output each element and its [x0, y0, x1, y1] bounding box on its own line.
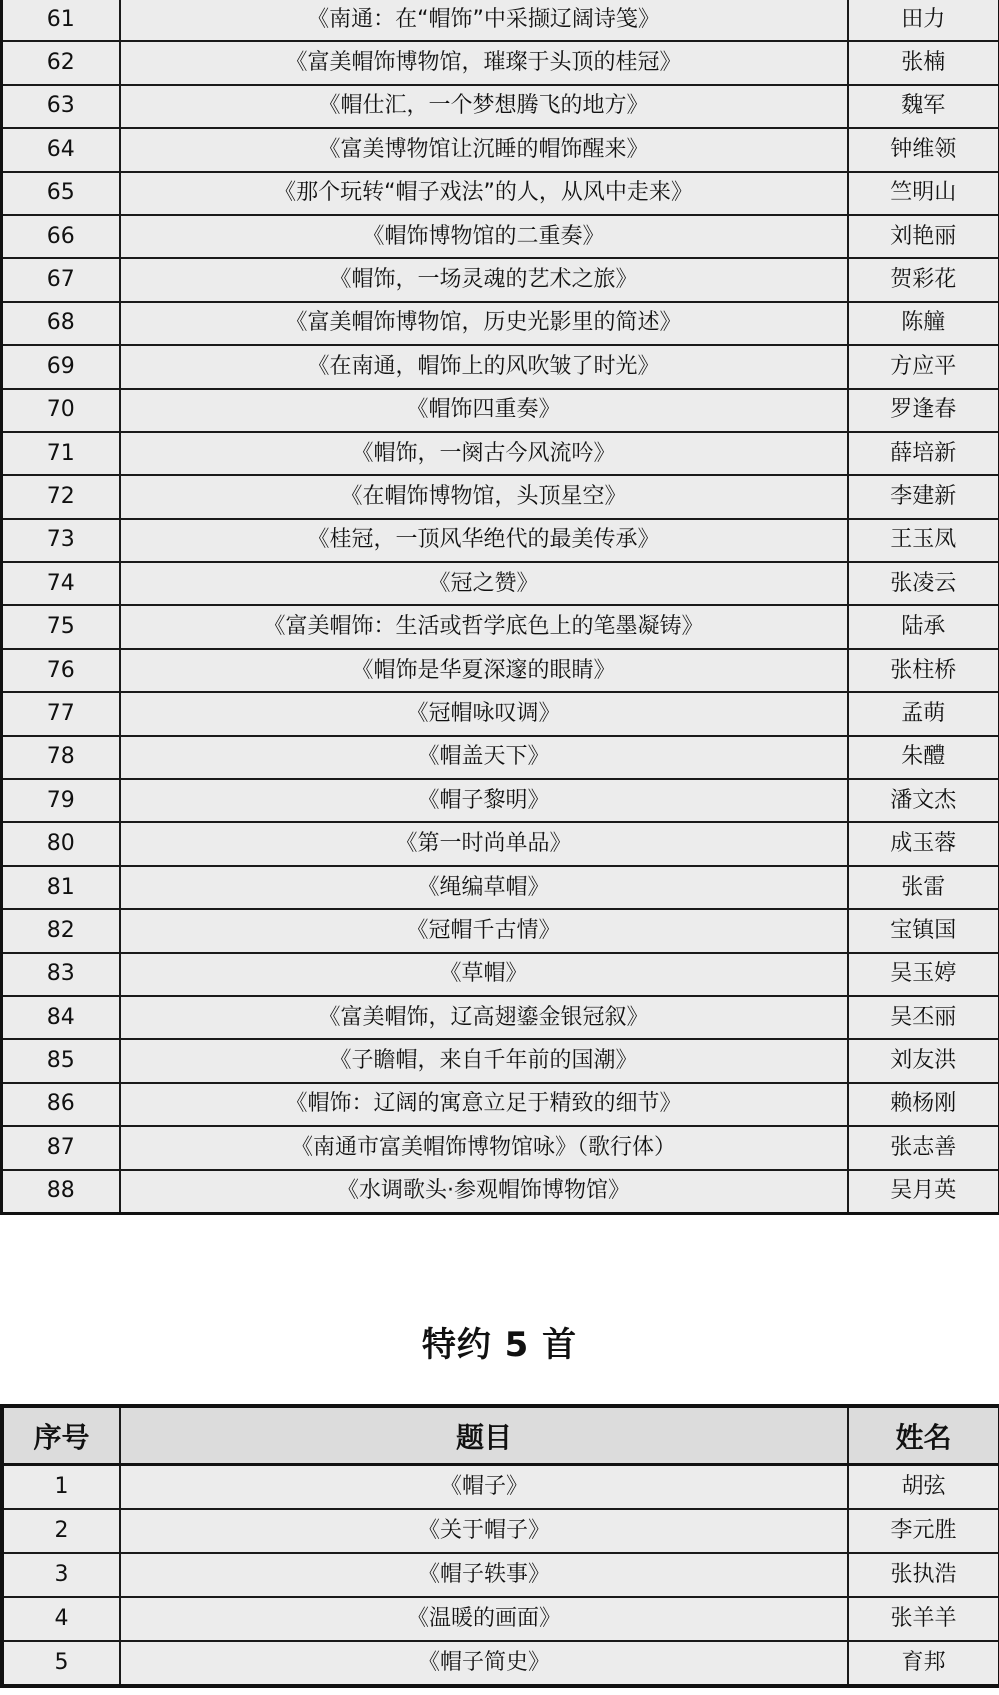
table-row: [2, 779, 999, 822]
entry-title: 《帽子简史》: [120, 1641, 848, 1686]
entry-author: 陈艟: [848, 302, 999, 345]
entry-author: 田力: [848, 0, 999, 41]
entry-number: 75: [2, 605, 120, 648]
table-row: [2, 345, 999, 388]
entry-author: 方应平: [848, 345, 999, 388]
entry-number: 62: [2, 41, 120, 84]
entry-title: 《富美帽饰博物馆，璀璨于头顶的桂冠》: [120, 41, 848, 84]
entry-number: 64: [2, 128, 120, 171]
entry-title: 《在帽饰博物馆，头顶星空》: [120, 475, 848, 518]
entry-number: 78: [2, 736, 120, 779]
special-entries-table-body: [2, 1465, 999, 1687]
table-row: [2, 649, 999, 692]
entry-number: 73: [2, 519, 120, 562]
entry-author: 刘友洪: [848, 1039, 999, 1082]
entry-title: 《帽仕汇，一个梦想腾飞的地方》: [120, 85, 848, 128]
entry-author: 朱醴: [848, 736, 999, 779]
entry-title: 《富美帽饰，辽高翅鎏金银冠叙》: [120, 996, 848, 1039]
header-title: 题目: [120, 1406, 848, 1465]
entry-author: 育邦: [848, 1641, 999, 1686]
entry-title: 《桂冠，一顶风华绝代的最美传承》: [120, 519, 848, 562]
entry-title: 《帽子黎明》: [120, 779, 848, 822]
table-row: [2, 1553, 999, 1597]
entry-author: 吴月英: [848, 1170, 999, 1214]
entry-author: 陆承: [848, 605, 999, 648]
table-row: [2, 1465, 999, 1510]
entry-number: 72: [2, 475, 120, 518]
entry-number: 84: [2, 996, 120, 1039]
table-row: [2, 866, 999, 909]
table-row: [2, 389, 999, 432]
entry-title: 《帽子》: [120, 1465, 848, 1510]
entry-title: 《温暖的画面》: [120, 1597, 848, 1641]
entry-author: 罗逢春: [848, 389, 999, 432]
entry-number: 3: [2, 1553, 120, 1597]
entry-author: 张雷: [848, 866, 999, 909]
entry-number: 87: [2, 1126, 120, 1169]
entry-number: 1: [2, 1465, 120, 1510]
entry-author: 张羊羊: [848, 1597, 999, 1641]
table-row: [2, 172, 999, 215]
table-row: [2, 822, 999, 865]
entry-author: 李元胜: [848, 1509, 999, 1553]
entry-title: 《草帽》: [120, 953, 848, 996]
entry-author: 李建新: [848, 475, 999, 518]
entry-author: 魏军: [848, 85, 999, 128]
table-header-row: [2, 1406, 999, 1465]
entry-title: 《帽饰：辽阔的寓意立足于精致的细节》: [120, 1083, 848, 1126]
entry-author: 钟维领: [848, 128, 999, 171]
table-row: [2, 1126, 999, 1169]
table-row: [2, 519, 999, 562]
entry-author: 薛培新: [848, 432, 999, 475]
section-title: 特约 5 首: [421, 1325, 578, 1365]
entry-author: 张执浩: [848, 1553, 999, 1597]
entry-author: 张凌云: [848, 562, 999, 605]
header-number: 序号: [2, 1406, 120, 1465]
entry-number: 86: [2, 1083, 120, 1126]
entry-number: 85: [2, 1039, 120, 1082]
entry-title: 《那个玩转“帽子戏法”的人，从风中走来》: [120, 172, 848, 215]
entry-author: 竺明山: [848, 172, 999, 215]
table-row: [2, 909, 999, 952]
entry-author: 张柱桥: [848, 649, 999, 692]
entries-table-body: [2, 0, 999, 1213]
entry-number: 67: [2, 258, 120, 301]
entry-author: 吴丕丽: [848, 996, 999, 1039]
entry-number: 66: [2, 215, 120, 258]
entry-title: 《在南通，帽饰上的风吹皱了时光》: [120, 345, 848, 388]
entry-author: 胡弦: [848, 1465, 999, 1510]
entry-number: 77: [2, 692, 120, 735]
table-row: [2, 432, 999, 475]
table-row: [2, 1509, 999, 1553]
entry-number: 4: [2, 1597, 120, 1641]
entry-title: 《帽饰，一场灵魂的艺术之旅》: [120, 258, 848, 301]
entry-title: 《冠之赞》: [120, 562, 848, 605]
entry-number: 68: [2, 302, 120, 345]
table-row: [2, 1597, 999, 1641]
table-row: [2, 1083, 999, 1126]
entry-author: 赖杨刚: [848, 1083, 999, 1126]
entry-author: 潘文杰: [848, 779, 999, 822]
entry-number: 76: [2, 649, 120, 692]
entry-title: 《南通市富美帽饰博物馆咏》（歌行体）: [120, 1126, 848, 1169]
entry-number: 63: [2, 85, 120, 128]
entry-title: 《帽饰，一阕古今风流吟》: [120, 432, 848, 475]
entry-author: 张志善: [848, 1126, 999, 1169]
table-row: [2, 692, 999, 735]
table-row: [2, 996, 999, 1039]
entry-number: 70: [2, 389, 120, 432]
entry-author: 宝镇国: [848, 909, 999, 952]
table-row: [2, 475, 999, 518]
entry-title: 《帽饰是华夏深邃的眼睛》: [120, 649, 848, 692]
table-row: [2, 953, 999, 996]
table-row: [2, 562, 999, 605]
entry-title: 《富美博物馆让沉睡的帽饰醒来》: [120, 128, 848, 171]
entry-number: 69: [2, 345, 120, 388]
entry-author: 孟萌: [848, 692, 999, 735]
table-row: [2, 215, 999, 258]
entry-number: 88: [2, 1170, 120, 1214]
entry-author: 贺彩花: [848, 258, 999, 301]
entry-title: 《关于帽子》: [120, 1509, 848, 1553]
table-row: [2, 1039, 999, 1082]
entry-author: 吴玉婷: [848, 953, 999, 996]
entry-author: 王玉凤: [848, 519, 999, 562]
entry-number: 83: [2, 953, 120, 996]
entry-number: 79: [2, 779, 120, 822]
table-row: [2, 302, 999, 345]
table-row: [2, 128, 999, 171]
table-row: [2, 605, 999, 648]
table-row: [2, 258, 999, 301]
entry-number: 74: [2, 562, 120, 605]
table-row: [2, 736, 999, 779]
table-row: [2, 1170, 999, 1214]
entry-number: 65: [2, 172, 120, 215]
entry-title: 《富美帽饰博物馆，历史光影里的简述》: [120, 302, 848, 345]
entry-number: 81: [2, 866, 120, 909]
table-row: [2, 85, 999, 128]
entry-number: 2: [2, 1509, 120, 1553]
entry-title: 《第一时尚单品》: [120, 822, 848, 865]
entry-title: 《帽饰博物馆的二重奏》: [120, 215, 848, 258]
entry-number: 82: [2, 909, 120, 952]
entry-title: 《富美帽饰：生活或哲学底色上的笔墨凝铸》: [120, 605, 848, 648]
entry-title: 《冠帽千古情》: [120, 909, 848, 952]
entry-title: 《子瞻帽，来自千年前的国潮》: [120, 1039, 848, 1082]
entry-title: 《绳编草帽》: [120, 866, 848, 909]
entry-number: 80: [2, 822, 120, 865]
entry-title: 《帽盖天下》: [120, 736, 848, 779]
header-name: 姓名: [848, 1406, 999, 1465]
entry-title: 《水调歌头·参观帽饰博物馆》: [120, 1170, 848, 1214]
entry-title: 《冠帽咏叹调》: [120, 692, 848, 735]
table-row: [2, 0, 999, 41]
entry-author: 成玉蓉: [848, 822, 999, 865]
table-row: [2, 1641, 999, 1686]
entry-title: 《帽子轶事》: [120, 1553, 848, 1597]
table-row: [2, 41, 999, 84]
entry-number: 5: [2, 1641, 120, 1686]
special-entries-table: [0, 1404, 999, 1688]
entry-title: 《帽饰四重奏》: [120, 389, 848, 432]
entry-author: 张楠: [848, 41, 999, 84]
entry-title: 《南通：在“帽饰”中采撷辽阔诗笺》: [120, 0, 848, 41]
entry-author: 刘艳丽: [848, 215, 999, 258]
entry-number: 61: [2, 0, 120, 41]
entry-number: 71: [2, 432, 120, 475]
